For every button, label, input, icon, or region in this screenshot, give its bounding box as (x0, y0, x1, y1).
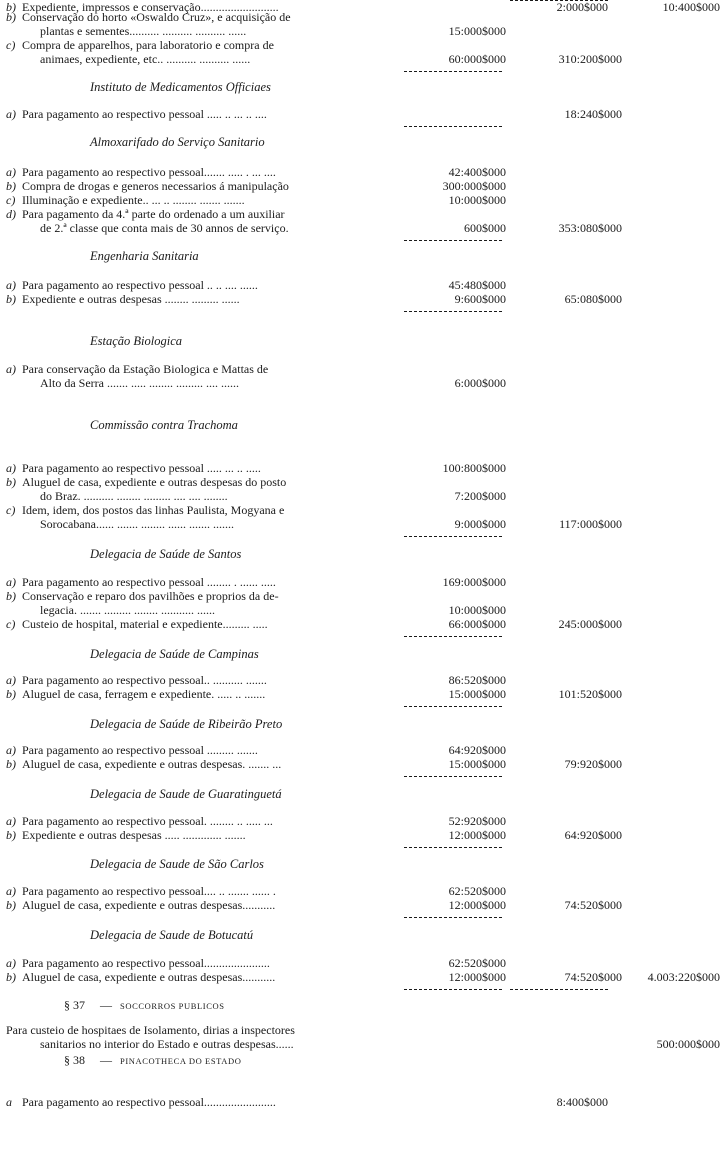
item-text: Para pagamento ao respectivo pessoal....... ..... . ... .... (22, 165, 276, 179)
item-label: d) (6, 207, 16, 221)
item-text: Para pagamento da 4.ª parte do ordenado a um auxiliar (22, 207, 285, 221)
item-amount: 15:000$000 (448, 24, 506, 38)
budget-item-line (0, 956, 724, 970)
item-text: Expediente e outras despesas ..... ............. ....... (22, 828, 246, 842)
total-rule (404, 989, 502, 990)
budget-item-line (0, 278, 724, 292)
item-amount: 300:000$000 (442, 179, 506, 193)
item-text: Alto da Serra ....... ..... ........ ......... .... ...... (40, 376, 239, 390)
section-heading (0, 80, 724, 95)
item-label: b) (6, 687, 16, 701)
budget-item-line (0, 575, 724, 589)
total-rule (404, 636, 502, 637)
budget-item-line (0, 362, 724, 376)
budget-item-line (0, 107, 724, 121)
item-text: Para pagamento ao respectivo pessoal ..... .. ... .. .... (22, 107, 267, 121)
item-text: Para pagamento ao respectivo pessoal.. .......... ....... (22, 673, 267, 687)
section-dash: — (100, 1053, 112, 1067)
section-heading (0, 334, 724, 349)
item-text: Para pagamento ao respectivo pessoal ..... ... .. ..... (22, 461, 261, 475)
item-label: b) (6, 10, 16, 24)
item-text: plantas e sementes.......... .......... .......... ...... (40, 24, 247, 38)
item-text: Aluguel de casa, expediente e outras despesas........... (22, 898, 276, 912)
total-rule (404, 776, 502, 777)
item-text: Compra de drogas e generos necessarios á manipulação (22, 179, 289, 193)
budget-item-line (0, 221, 724, 235)
budget-item-line (0, 589, 724, 603)
item-amount: 8:400$000 (556, 1095, 608, 1109)
item-amount: 7:200$000 (454, 489, 506, 503)
budget-item-line (0, 503, 724, 517)
item-text: Conservação e reparo dos pavilhões e proprios da de- (22, 589, 279, 603)
heading-text: Almoxarifado do Serviço Sanitario (90, 135, 265, 149)
total-rule (404, 126, 502, 127)
group-total: 310:200$000 (558, 52, 622, 66)
group-total: 245:000$000 (558, 617, 622, 631)
item-amount: 62:520$000 (448, 956, 506, 970)
budget-item-line (0, 884, 724, 898)
budget-item-line (0, 489, 724, 503)
item-text: Expediente, impressos e conservação.......................... (22, 0, 279, 14)
item-amount: 62:520$000 (448, 884, 506, 898)
paragraph-section-heading (0, 998, 724, 1012)
budget-item-line (0, 1037, 724, 1051)
item-label: a) (6, 461, 16, 475)
budget-item-line (0, 461, 724, 475)
item-amount: 6:000$000 (454, 376, 506, 390)
paragraph-section-heading (0, 1053, 724, 1067)
item-text: Conservação do horto «Oswaldo Cruz», e acquisição de (22, 10, 291, 24)
item-text: sanitarios no interior do Estado e outras despesas...... (40, 1037, 294, 1051)
total-rule (404, 536, 502, 537)
item-label: c) (6, 193, 16, 207)
total-rule (404, 71, 502, 72)
heading-text: Delegacia de Saude de Botucatú (90, 928, 254, 942)
item-label: a) (6, 362, 16, 376)
heading-text: Delegacia de Saúde de Campinas (90, 647, 259, 661)
item-amount: 52:920$000 (448, 814, 506, 828)
group-total: 101:520$000 (558, 687, 622, 701)
item-text: legacia. ....... ......... ........ ........... ...... (40, 603, 215, 617)
item-amount: 66:000$000 (448, 617, 506, 631)
budget-item-line (0, 617, 724, 631)
budget-item-line (0, 179, 724, 193)
item-label: c) (6, 503, 16, 517)
group-total: 117:000$000 (559, 517, 622, 531)
section-heading (0, 717, 724, 732)
heading-text: Commissão contra Trachoma (90, 418, 238, 432)
item-label: a (6, 1095, 12, 1109)
section-symbol: § 38 (64, 1053, 85, 1067)
section-dash: — (100, 998, 112, 1012)
item-amount: 12:000$000 (448, 898, 506, 912)
section-title: PINACOTHECA DO ESTADO (120, 1056, 242, 1066)
budget-item-line (0, 898, 724, 912)
item-amount: 100:800$000 (442, 461, 506, 475)
item-label: b) (6, 757, 16, 771)
budget-item-line (0, 193, 724, 207)
item-text: Aluguel de casa, expediente e outras despesas........... (22, 970, 276, 984)
item-amount: 2:000$000 (556, 0, 608, 14)
heading-text: Estação Biologica (90, 334, 182, 348)
item-amount: 9:600$000 (454, 292, 506, 306)
section-heading (0, 787, 724, 802)
total-rule (404, 311, 502, 312)
item-amount: 64:920$000 (448, 743, 506, 757)
budget-item-line (0, 603, 724, 617)
item-text: Para pagamento ao respectivo pessoal ........ . ...... ..... (22, 575, 276, 589)
item-label: b) (6, 828, 16, 842)
item-label: a) (6, 107, 16, 121)
item-label: a) (6, 575, 16, 589)
total-rule (404, 847, 502, 848)
item-amount: 9:000$000 (454, 517, 506, 531)
item-text: Para pagamento ao respectivo pessoal ......... ....... (22, 743, 258, 757)
budget-item-line (0, 292, 724, 306)
item-text: de 2.ª classe que conta mais de 30 annos de serviço. (40, 221, 289, 235)
total-rule (510, 989, 608, 990)
budget-item-line (0, 24, 724, 38)
item-text: Para custeio de hospitaes de Isolamento, dirias a inspectores (6, 1023, 295, 1037)
budget-item-line (0, 0, 724, 14)
item-text: Para pagamento ao respectivo pessoal........................ (22, 1095, 276, 1109)
item-label: b) (6, 970, 16, 984)
item-text: Sorocabana...... ....... ........ ...... ....... ....... (40, 517, 234, 531)
item-text: Aluguel de casa, expediente e outras despesas. ....... ... (22, 757, 282, 771)
section-title: SOCCORROS PUBLICOS (120, 1001, 225, 1011)
item-text: Para pagamento ao respectivo pessoal.... .. ....... ...... . (22, 884, 276, 898)
section-heading (0, 135, 724, 150)
item-label: c) (6, 38, 16, 52)
budget-item-line (0, 52, 724, 66)
section-total: 500:000$000 (656, 1037, 720, 1051)
budget-item-line (0, 38, 724, 52)
heading-text: Delegacia de Saude de Guaratinguetá (90, 787, 282, 801)
budget-item-line (0, 687, 724, 701)
group-total: 18:240$000 (564, 107, 622, 121)
item-amount: 169:000$000 (442, 575, 506, 589)
heading-text: Delegacia de Saúde de Santos (90, 547, 242, 561)
item-label: b) (6, 292, 16, 306)
item-amount: 15:000$000 (448, 687, 506, 701)
item-label: a) (6, 956, 16, 970)
group-total: 74:520$000 (564, 898, 622, 912)
item-text: Expediente e outras despesas ........ ......... ...... (22, 292, 240, 306)
item-text: Idem, idem, dos postos das linhas Paulista, Mogyana e (22, 503, 285, 517)
heading-text: Instituto de Medicamentos Officiaes (90, 80, 271, 94)
item-text: Aluguel de casa, ferragem e expediente. ..... .. ....... (22, 687, 266, 701)
total-rule (404, 917, 502, 918)
section-symbol: § 37 (64, 998, 85, 1012)
section-total: 4.003:220$000 (647, 970, 720, 984)
item-label: b) (6, 898, 16, 912)
item-label: c) (6, 617, 16, 631)
section-heading (0, 857, 724, 872)
budget-item-line (0, 1023, 724, 1037)
section-heading (0, 418, 724, 433)
budget-item-line (0, 757, 724, 771)
budget-item-line (0, 1095, 724, 1109)
item-label: b) (6, 589, 16, 603)
item-amount: 600$000 (464, 221, 506, 235)
item-amount: 10:000$000 (448, 603, 506, 617)
item-amount: 12:000$000 (448, 828, 506, 842)
budget-item-line (0, 673, 724, 687)
budget-item-line (0, 207, 724, 221)
item-amount: 86:520$000 (448, 673, 506, 687)
item-label: b) (6, 0, 16, 14)
total-rule (510, 0, 608, 1)
budget-item-line (0, 165, 724, 179)
item-text: Compra de apparelhos, para laboratorio e compra de (22, 38, 274, 52)
item-amount: 10:000$000 (448, 193, 506, 207)
budget-item-line (0, 828, 724, 842)
heading-text: Delegacia de Saude de São Carlos (90, 857, 264, 871)
item-label: b) (6, 179, 16, 193)
budget-item-line (0, 970, 724, 984)
budget-item-line (0, 376, 724, 390)
item-text: Aluguel de casa, expediente e outras despesas do posto (22, 475, 287, 489)
total-rule (404, 240, 502, 241)
section-heading (0, 928, 724, 943)
item-label: a) (6, 278, 16, 292)
heading-text: Delegacia de Saúde de Ribeirão Preto (90, 717, 283, 731)
group-total: 64:920$000 (564, 828, 622, 842)
section-total: 10:400$000 (662, 0, 720, 14)
item-amount: 60:000$000 (448, 52, 506, 66)
group-total: 79:920$000 (564, 757, 622, 771)
item-text: Custeio de hospital, material e expediente......... ..... (22, 617, 268, 631)
group-total: 353:080$000 (558, 221, 622, 235)
item-label: a) (6, 814, 16, 828)
budget-item-line (0, 517, 724, 531)
item-label: a) (6, 165, 16, 179)
section-heading (0, 547, 724, 562)
item-text: do Braz. .......... ........ ......... .... .... ........ (40, 489, 228, 503)
item-label: a) (6, 673, 16, 687)
item-text: animaes, expediente, etc.. .......... .......... ...... (40, 52, 251, 66)
item-label: a) (6, 743, 16, 757)
item-text: Para conservação da Estação Biologica e Mattas de (22, 362, 269, 376)
item-label: a) (6, 884, 16, 898)
budget-item-line (0, 814, 724, 828)
item-text: Para pagamento ao respectivo pessoal...................... (22, 956, 270, 970)
item-amount: 45:480$000 (448, 278, 506, 292)
total-rule (404, 706, 502, 707)
budget-item-line (0, 743, 724, 757)
item-text: Illuminação e expediente.. ... .. ........ ....... ....... (22, 193, 245, 207)
section-heading (0, 249, 724, 264)
section-heading (0, 647, 724, 662)
item-text: Para pagamento ao respectivo pessoal. ........ .. ..... ... (22, 814, 273, 828)
group-total: 74:520$000 (564, 970, 622, 984)
group-total: 65:080$000 (564, 292, 622, 306)
heading-text: Engenharia Sanitaria (90, 249, 199, 263)
item-amount: 42:400$000 (448, 165, 506, 179)
item-amount: 12:000$000 (448, 970, 506, 984)
budget-item-line (0, 475, 724, 489)
item-label: b) (6, 475, 16, 489)
item-amount: 15:000$000 (448, 757, 506, 771)
item-text: Para pagamento ao respectivo pessoal .. .. .... ...... (22, 278, 258, 292)
